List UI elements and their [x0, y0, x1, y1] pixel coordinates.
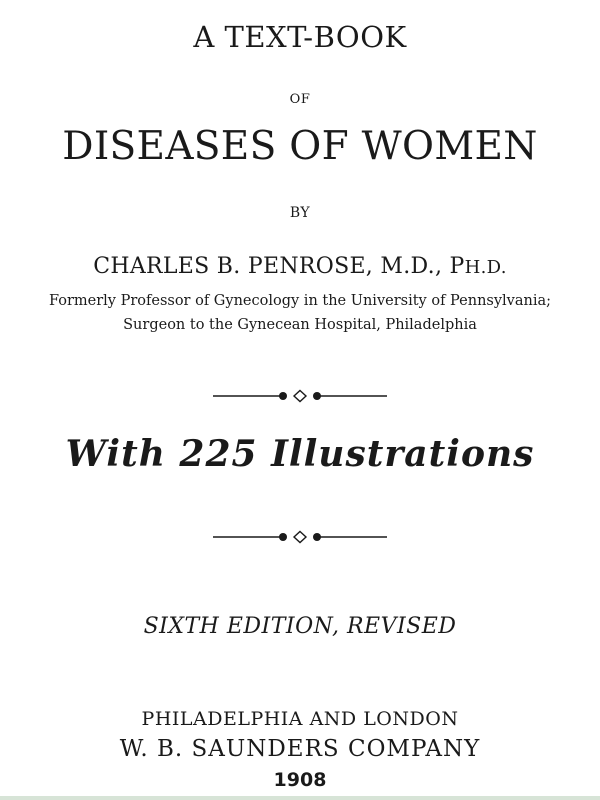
author-affiliation-line-2: Surgeon to the Gynecean Hospital, Philadelphia [123, 317, 477, 333]
edition-statement: SIXTH EDITION, REVISED [143, 614, 457, 639]
author-affiliation-line-1: Formerly Professor of Gynecology in the University of Pennsylvania; [48, 293, 552, 309]
book-title-top: A TEXT-BOOK [193, 20, 407, 54]
publication-place: PHILADELPHIA AND LONDON [141, 708, 459, 730]
byline-by: BY [289, 205, 311, 221]
author-name-text: CHARLES B. PENROSE, M.D., [93, 254, 450, 279]
author-degree-initial: P [449, 254, 465, 279]
illustrations-note: With 225 Illustrations [65, 433, 535, 475]
publication-year: 1908 [273, 769, 327, 791]
ornament-divider-icon [210, 389, 390, 403]
title-connector-of: OF [289, 92, 311, 107]
author-name [0, 254, 600, 279]
book-title-main: DISEASES OF WOMEN [62, 124, 538, 169]
publisher-name: W. B. SAUNDERS COMPANY [119, 736, 481, 762]
ornament-divider-icon [210, 530, 390, 544]
author-degree-rest: H.D. [464, 257, 507, 278]
bottom-border [0, 796, 600, 800]
